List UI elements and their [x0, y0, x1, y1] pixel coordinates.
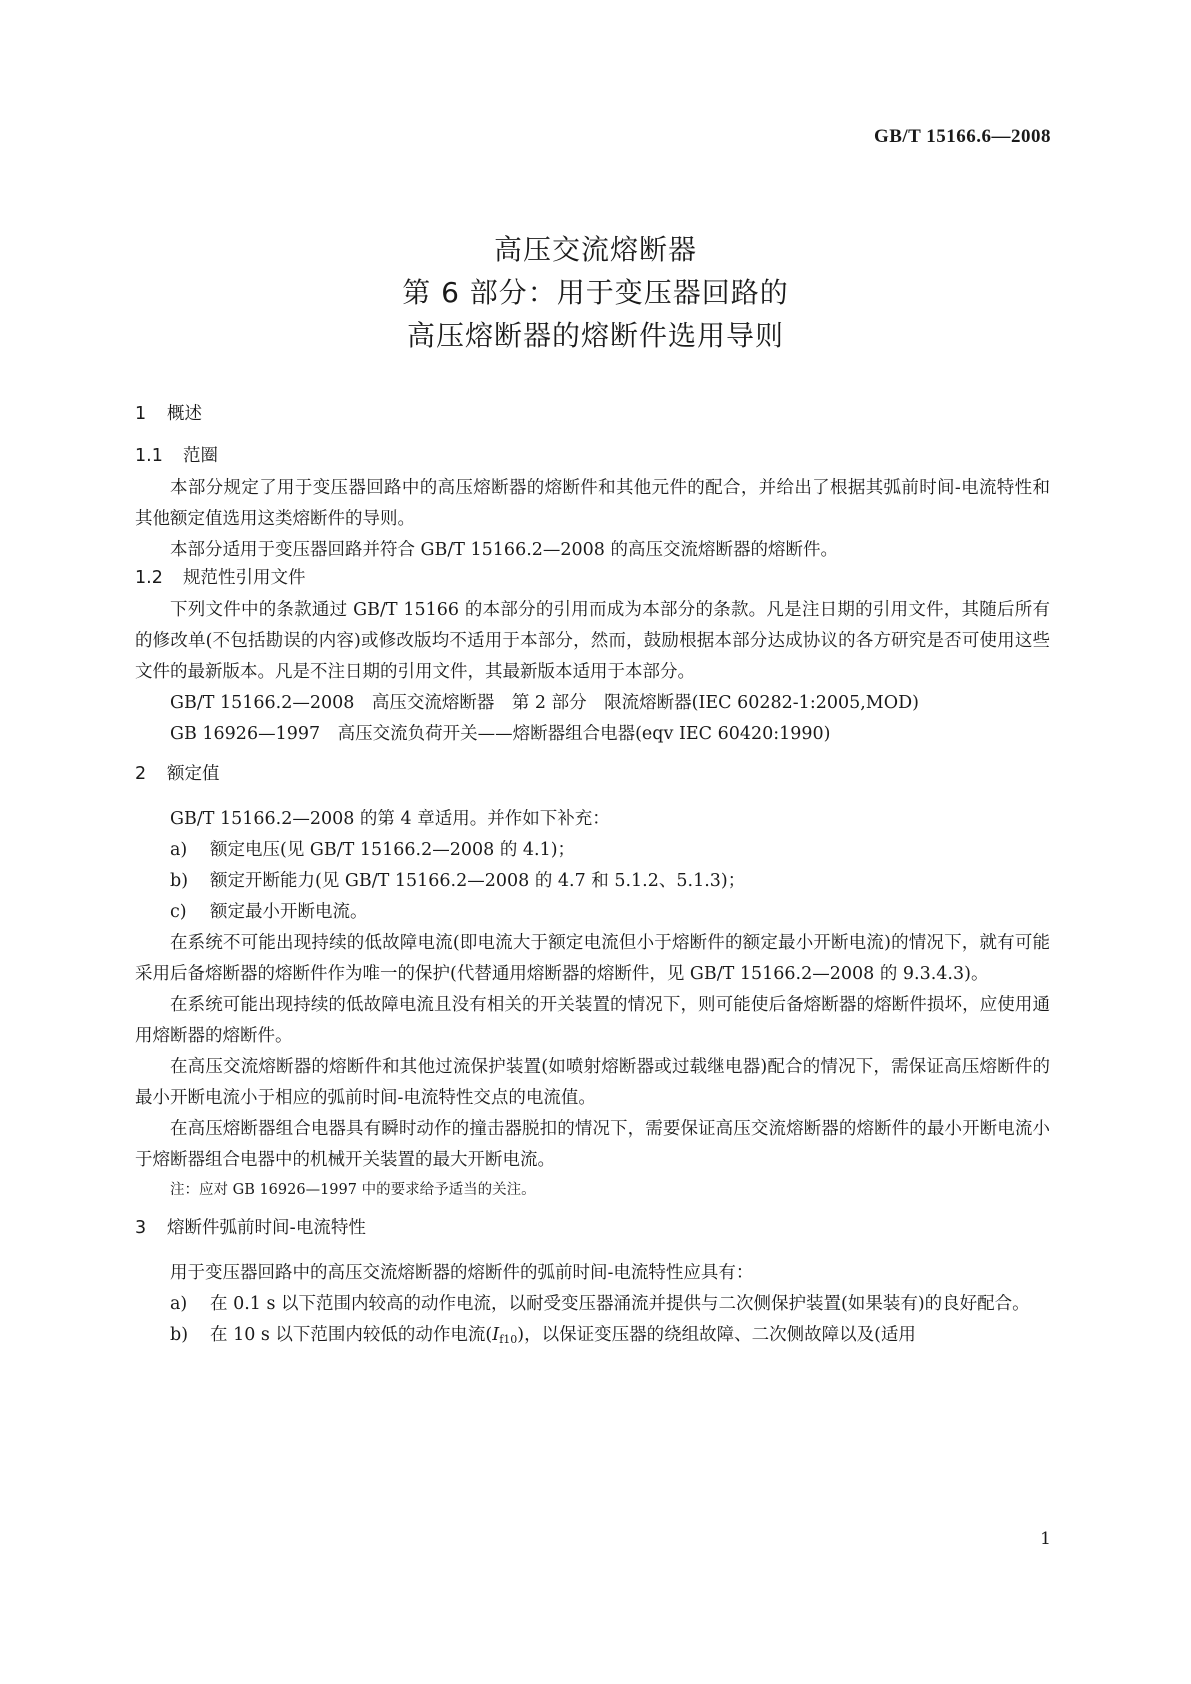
- list-item: [135, 897, 1050, 928]
- section-3-heading: [135, 1216, 1050, 1240]
- ratings-paragraph-2: 在系统可能出现持续的低故障电流且没有相关的开关装置的情况下，则可能使后备熔断器的熔断件损坏，应使用通用熔断器的熔断件。: [135, 995, 1050, 1046]
- section-title: 额定值: [167, 764, 220, 784]
- section-title: 概述: [167, 404, 202, 424]
- standard-code: GB/T 15166.6—2008: [873, 126, 1051, 147]
- title-line-2: 第 6 部分：用于变压器回路的: [402, 276, 789, 309]
- section-number: 2: [135, 764, 147, 784]
- subsection-1-2-heading: [135, 566, 1050, 590]
- list-text: 额定电压(见 GB/T 15166.2—2008 的 4.1)；: [210, 840, 576, 860]
- current-symbol: I: [492, 1325, 500, 1345]
- current-subscript: f10: [499, 1333, 518, 1346]
- list-label: a): [170, 1294, 188, 1314]
- list-label: b): [170, 871, 189, 891]
- characteristics-intro: 用于变压器回路中的高压交流熔断器的熔断件的弧前时间-电流特性应具有：: [170, 1263, 754, 1283]
- list-text: 额定开断能力(见 GB/T 15166.2—2008 的 4.7 和 5.1.2、5.1.3)；: [210, 871, 746, 891]
- section-2-heading: [135, 762, 1050, 786]
- list-text: [210, 1320, 1050, 1355]
- list-text-end: )，以保证变压器的绕组故障、二次侧故障以及(适用: [517, 1325, 916, 1345]
- subsection-title: 规范性引用文件: [183, 568, 306, 588]
- list-label: a): [170, 840, 188, 860]
- scope-paragraph-1: 本部分规定了用于变压器回路中的高压熔断器的熔断件和其他元件的配合，并给出了根据其弧前时间-电流特性和其他额定值选用这类熔断件的导则。: [135, 478, 1050, 529]
- subsection-number: 1.2: [135, 568, 163, 588]
- ratings-paragraph-3: 在高压交流熔断器的熔断件和其他过流保护装置(如喷射熔断器或过载继电器)配合的情况下，需保证高压熔断件的最小开断电流小于相应的弧前时间-电流特性交点的电流值。: [135, 1057, 1050, 1108]
- ratings-paragraph-4: 在高压熔断器组合电器具有瞬时动作的撞击器脱扣的情况下，需要保证高压交流熔断器的熔断件的最小开断电流小于熔断器组合电器中的机械开关装置的最大开断电流。: [135, 1119, 1050, 1170]
- page-number: 1: [1040, 1529, 1051, 1549]
- subsection-title: 范圈: [183, 446, 218, 466]
- section-1-heading: [135, 402, 1050, 426]
- list-text: 在 0.1 s 以下范围内较高的动作电流，以耐受变压器涌流并提供与二次侧保护装置(如果装有)的良好配合。: [210, 1294, 1030, 1314]
- title-line-3: 高压熔断器的熔断件选用导则: [406, 319, 784, 352]
- reference-1: GB/T 15166.2—2008 高压交流熔断器 第 2 部分 限流熔断器(IEC 60282-1:2005,MOD): [170, 693, 919, 713]
- subsection-1-1-heading: [135, 444, 1050, 468]
- document-title: [0, 228, 1191, 357]
- ratings-intro: GB/T 15166.2—2008 的第 4 章适用。并作如下补充：: [170, 809, 610, 829]
- section-number: 1: [135, 404, 147, 424]
- reference-2: GB 16926—1997 高压交流负荷开关——熔断器组合电器(eqv IEC 60420:1990): [170, 724, 831, 744]
- scope-paragraph-2: 本部分适用于变压器回路并符合 GB/T 15166.2—2008 的高压交流熔断器的熔断件。: [170, 540, 838, 560]
- list-label: c): [170, 902, 187, 922]
- list-text-start: 在 10 s 以下范围内较低的动作电流(: [210, 1325, 493, 1345]
- references-paragraph: 下列文件中的条款通过 GB/T 15166 的本部分的引用而成为本部分的条款。凡是注日期的引用文件，其随后所有的修改单(不包括勘误的内容)或修改版均不适用于本部分，然而，鼓励根据本部分达成协议的各方研究是否可使用这些文件的最新版本。凡是不注日期的引用文件，其最新版本适用于本部分。: [135, 600, 1050, 682]
- ratings-paragraph-1: 在系统不可能出现持续的低故障电流(即电流大于额定电流但小于熔断件的额定最小开断电流)的情况下，就有可能采用后备熔断器的熔断件作为唯一的保护(代替通用熔断器的熔断件，见 GB/T 15166.2—2008 的 9.3.4.3)。: [135, 933, 1050, 984]
- list-item: [135, 866, 1050, 897]
- list-item: [135, 1320, 1050, 1355]
- section-number: 3: [135, 1218, 147, 1238]
- subsection-number: 1.1: [135, 446, 163, 466]
- document-body: [135, 402, 1050, 1355]
- list-item: [135, 835, 1050, 866]
- title-line-1: 高压交流熔断器: [493, 233, 697, 266]
- list-label: b): [170, 1325, 189, 1345]
- ratings-note: 注：应对 GB 16926—1997 中的要求给予适当的关注。: [170, 1182, 536, 1198]
- section-title: 熔断件弧前时间-电流特性: [167, 1218, 366, 1238]
- list-item: [135, 1289, 1050, 1320]
- list-text: 额定最小开断电流。: [210, 902, 368, 922]
